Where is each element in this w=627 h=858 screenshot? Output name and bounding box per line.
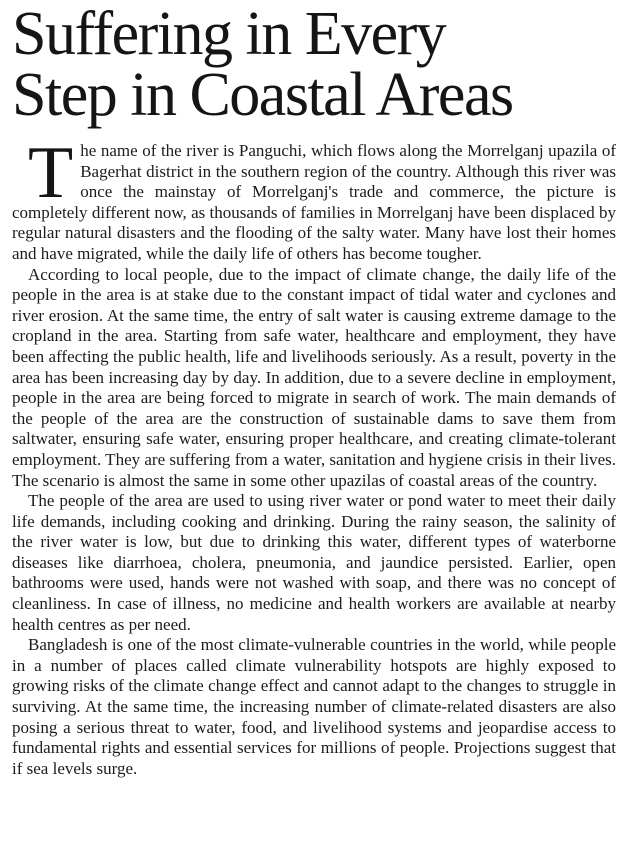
paragraph-4: Bangladesh is one of the most climate-vulnerable countries in the world, while people in a number of places called climate vulnerability hotspots are highly exposed to growing risks of the climate change effect and cannot adapt to the changes to struggle in surviving. At the same time, the increasing number of climate-related disasters are also posing a serious threat to water, food, and livelihood systems and jeopardise access to fundamental rights and essential services for millions of people. Projections suggest that if sea levels surge. xyxy=(12,635,616,778)
paragraph-1-text: he name of the river is Panguchi, which flows along the Morrelganj upazila of Bagerhat district in the southern region of the country. Although this river was once the mainstay of Morrelganj's trade and commerce, the picture is completely different now, as thousands of families in Morrelganj have been displaced by regular natural disasters and the flooding of the salty water. Many have lost their homes and have migrated, while the daily life of others has become tougher. xyxy=(12,141,616,263)
paragraph-3: The people of the area are used to using river water or pond water to meet their daily life demands, including cooking and drinking. During the rainy season, the salinity of the river water is low, but due to drinking this water, different types of waterborne diseases like diarrhoea, cholera, pneumonia, and jaundice persisted. Earlier, open bathrooms were used, hands were not washed with soap, and there was no concept of cleanliness. In case of illness, no medicine and health workers are available at nearby health centres as per need. xyxy=(12,491,616,634)
paragraph-1 xyxy=(12,132,616,265)
headline-line-1: Suffering in Every xyxy=(12,0,446,68)
article-body xyxy=(12,132,616,779)
drop-cap: T xyxy=(28,132,74,214)
headline xyxy=(12,0,616,129)
headline-line-2: Step in Coastal Areas xyxy=(12,61,513,129)
paragraph-2: According to local people, due to the impact of climate change, the daily life of the people in the area is at stake due to the constant impact of tidal water and cyclones and river erosion. At the same time, the entry of salt water is causing extreme damage to the cropland in the area. Starting from safe water, healthcare and employment, they have been affecting the public health, life and livelihoods seriously. As a result, poverty in the area has been increasing day by day. In addition, due to a severe decline in employment, people in the area are being forced to migrate in search of work. The main demands of the people of the area are the construction of sustainable dams to save them from saltwater, ensuring safe water, ensuring proper healthcare, and creating climate-tolerant employment. They are suffering from a water, sanitation and hygiene crisis in their lives. The scenario is almost the same in some other upazilas of coastal areas of the country. xyxy=(12,264,616,490)
